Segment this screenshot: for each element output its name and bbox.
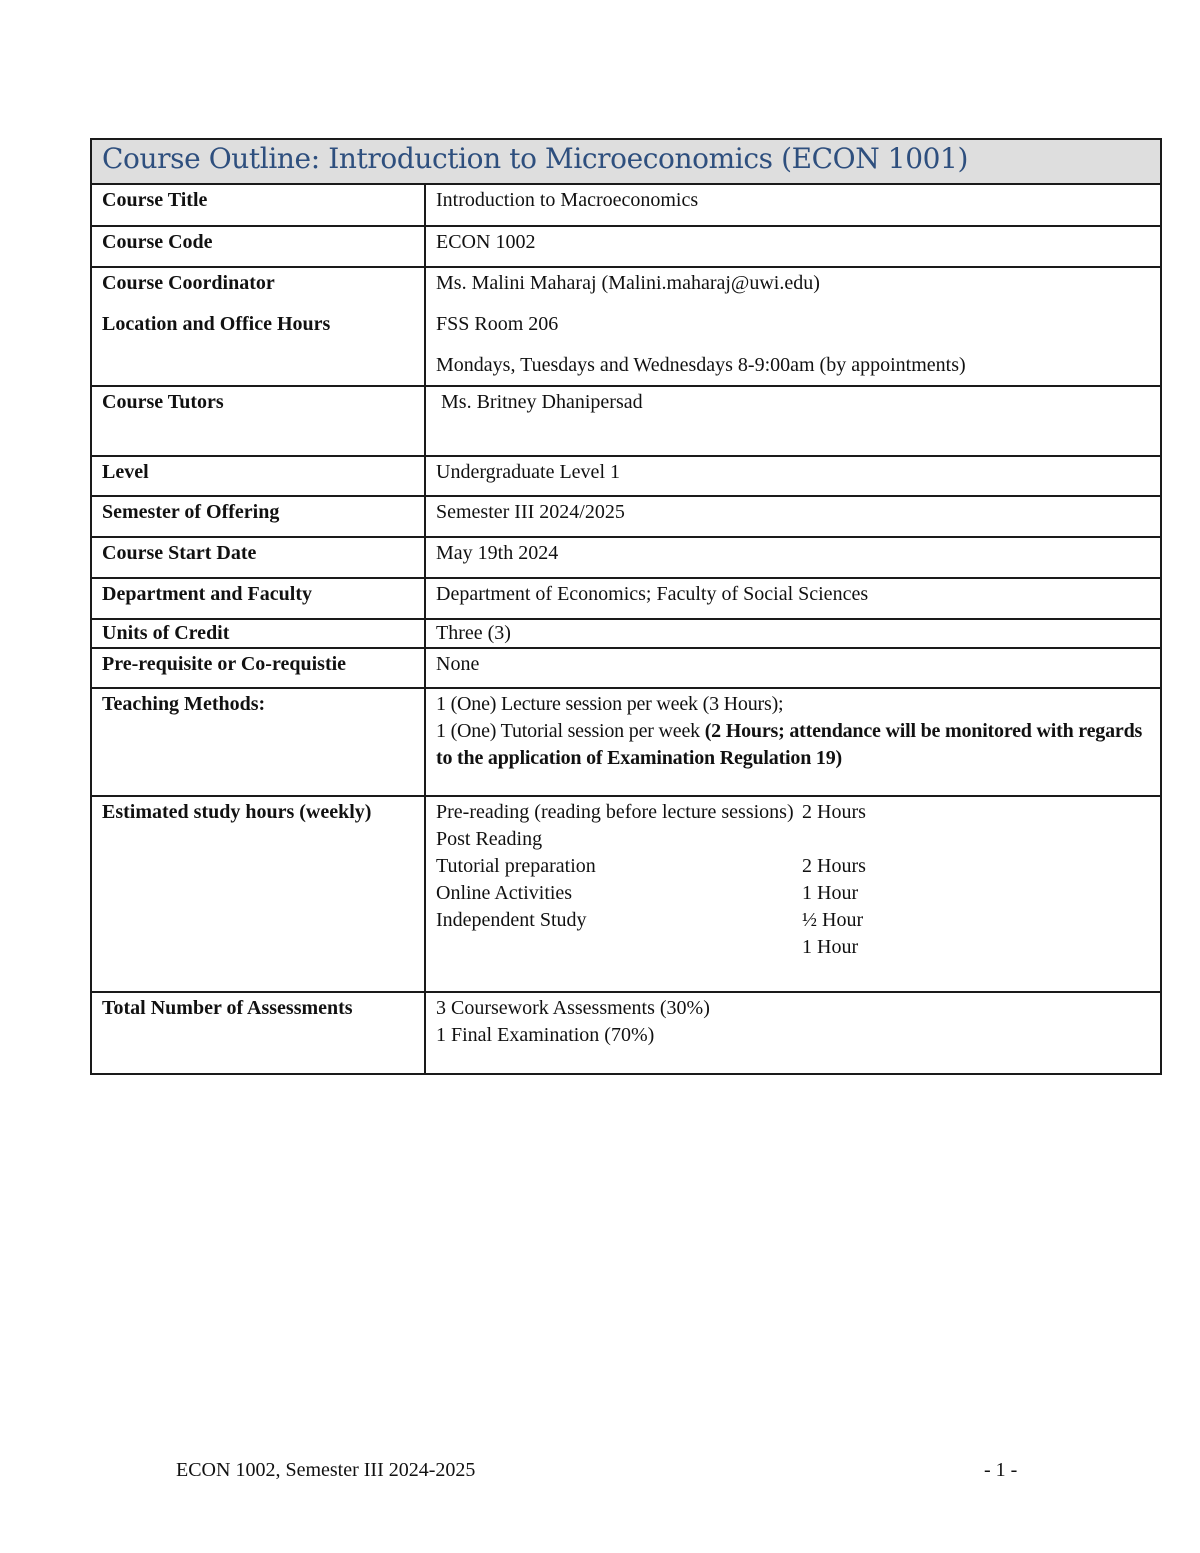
location-label: Location and Office Hours [102, 313, 331, 335]
teaching-line-2-plain: 1 (One) Tutorial session per week [436, 720, 705, 742]
table-row [91, 496, 1161, 537]
table-row [91, 267, 1161, 386]
assessment-line-1: 3 Coursework Assessments (30%) [436, 997, 710, 1019]
course-title-label: Course Title [91, 184, 425, 226]
assessment-line-2: 1 Final Examination (70%) [436, 1024, 655, 1046]
activity-item: Post Reading [436, 828, 543, 850]
teaching-line-1: 1 (One) Lecture session per week (3 Hours); [436, 693, 784, 715]
teaching-label: Teaching Methods: [91, 688, 425, 796]
activity-item: Online Activities [436, 882, 573, 904]
hours-item: 2 Hours [802, 855, 866, 877]
table-row [91, 992, 1161, 1074]
course-title-value: Introduction to Macroeconomics [425, 184, 1161, 226]
table-row [91, 537, 1161, 578]
study-hours-label: Estimated study hours (weekly) [91, 796, 425, 992]
semester-label: Semester of Offering [91, 496, 425, 537]
start-date-value: May 19th 2024 [425, 537, 1161, 578]
teaching-line-2 [436, 720, 1142, 769]
room-value: FSS Room 206 [436, 313, 559, 335]
office-hours-value: Mondays, Tuesdays and Wednesdays 8-9:00am (by appointments) [436, 354, 966, 376]
table-row [91, 648, 1161, 688]
hours-item: 1 Hour [802, 882, 859, 904]
title-row [91, 139, 1161, 184]
prereq-label: Pre-requisite or Co-requistie [91, 648, 425, 688]
course-code-value: ECON 1002 [425, 226, 1161, 267]
level-label: Level [91, 456, 425, 496]
document-title: Course Outline: Introduction to Microeconomics (ECON 1001) [102, 142, 968, 175]
activity-item: Tutorial preparation [436, 855, 596, 877]
coordinator-label: Course Coordinator [102, 272, 275, 294]
course-outline-table [90, 138, 1162, 1075]
table-row [91, 226, 1161, 267]
tutors-label: Course Tutors [91, 386, 425, 456]
department-label: Department and Faculty [91, 578, 425, 619]
semester-value: Semester III 2024/2025 [425, 496, 1161, 537]
credits-value: Three (3) [425, 619, 1161, 648]
table-row [91, 578, 1161, 619]
hours-item: 2 Hours [802, 801, 866, 823]
page-number: - 1 - [984, 1459, 1018, 1481]
table-row [91, 688, 1161, 796]
course-code-label: Course Code [91, 226, 425, 267]
table-row [91, 796, 1161, 992]
hours-item: ½ Hour [802, 909, 864, 931]
study-hours-table [436, 799, 1150, 987]
footer-left: ECON 1002, Semester III 2024-2025 [176, 1459, 476, 1481]
level-value: Undergraduate Level 1 [425, 456, 1161, 496]
tutors-value: Ms. Britney Dhanipersad [425, 386, 1161, 456]
activity-item: Pre-reading (reading before lecture sessions) [436, 801, 794, 823]
table-row [91, 386, 1161, 456]
start-date-label: Course Start Date [91, 537, 425, 578]
table-row [91, 184, 1161, 226]
credits-label: Units of Credit [91, 619, 425, 648]
department-value: Department of Economics; Faculty of Social Sciences [425, 578, 1161, 619]
table-row [91, 456, 1161, 496]
study-activities [436, 799, 802, 987]
prereq-value: None [425, 648, 1161, 688]
teaching-line-2-bold: (2 Hours; attendance will be monitored with regards to the application of Examination Regulation 19) [436, 720, 1143, 769]
coordinator-value: Ms. Malini Maharaj (Malini.maharaj@uwi.edu) [436, 272, 820, 294]
table-row [91, 619, 1161, 648]
hours-item: 1 Hour [802, 936, 859, 958]
activity-item: Independent Study [436, 909, 587, 931]
study-hours-values [802, 799, 1150, 987]
assessments-label: Total Number of Assessments [91, 992, 425, 1074]
